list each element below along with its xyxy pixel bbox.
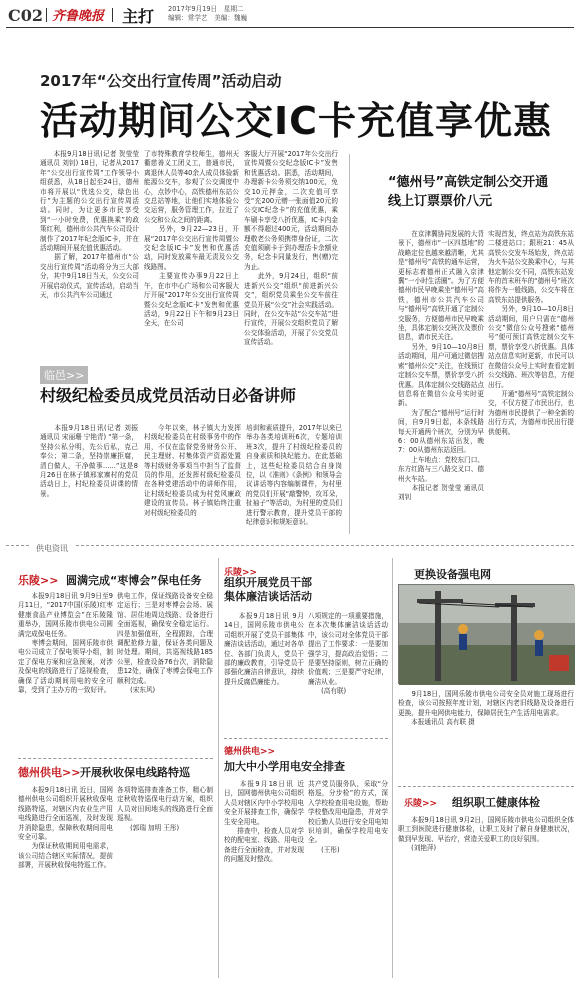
gaotie-column-2: 实现首发，终点站为高铁东站二楼进站口；跟班21：45从高铁公交发车场始发，终点站为火车站公交换乘中心，与其他定制公交不同，高铁东站发车的首末班车的“德州号”班次将作为一般线路，公交车将在高铁东站提供服务。 另外，9月10—10月8日活动期间，用户只需在“德州公交”微信公众号搜索“德州号”便可预订高铁定制公交车票，票价享受八折优惠。具体站点信息实时更新，市民可以在微信公众号上实时查看定制公交线路、班次等信息，方便出行。 开通“德州号”高铁定制公交，不仅方便了市民出行，也为德州市民提供了一种全新的出行方式，为德州市民出行提供便利。: [488, 230, 574, 436]
section-name: 主打: [122, 7, 155, 26]
linqu-column-1: 本报9月18日讯(记者 刘振 通讯员 宋丽珊 宁艳青) “第一条，坚持公私分明，先公后私，克己奉公；第二条，坚持崇廉拒腐，清白做人，干净做事……”这是8月26日在林子镇邢家寨村的党员活动日上，村纪检委员讲课的情景。: [40, 424, 141, 498]
gaotie-column-1: 在京津冀协同发展的大背景下，德州市“一区四基地”的战略定位也越来越清晰，尤其是“德州号”高铁的通车运营，更标志着德州正式融入京津冀“一小时生活圈”。为了方便德州市民早晚乘坐“德州号”高铁，德州市公共汽车公司与“德州号”高铁开通了定制公交服务，方便德州市民早晚乘坐，具体定制公交班次及票价信息，请市民关注。 另外，9月10—10月8日活动期间，用户可通过微信搜索“德州公交”关注，在线预订定制公交车票，票价享受八折优惠。具体定制公交线路站点信息将在微信公众号实时更新。 为了配合“德州号”运行时间，自9月9日起，本条线路每天开通两个班次，分别为早6：00从德州东站出发，晚7：00从德州东站返回。 上车地点：党校东门口、东方红路与三八路交叉口、德州火车站。 本报记者 贺莹莹 通讯员 刘钊: [398, 230, 484, 502]
box-rule: [18, 758, 213, 759]
a2-headline: 组织开展党员干部 集体廉洁谈话活动: [224, 576, 312, 603]
a3-headline: 开展秋收保电线路特巡: [80, 766, 190, 779]
column-divider: [218, 558, 219, 978]
page-code: C02: [8, 6, 43, 25]
a2-tag: 乐陵>>: [224, 568, 258, 578]
linqu-headline: 村级纪检委员成党员活动日必备讲师: [40, 386, 297, 405]
a1-column-2: 供电工作，保证线路设备安全稳定运行；三是对枣博会会场、展馆、居住地周边线路、设备进行全面巡视，确保安全稳定运行。四是加强值班，全程跟踪，合理调配抢修力量，保证各类问题及时处理。期间，共巡视线路185公里，检查设备76台次，消除隐患12处，确保了枣博会保电工作顺利完成。 (宋东风): [117, 592, 213, 695]
box-rule: [398, 786, 574, 787]
supply-label: 供电资讯: [30, 543, 74, 554]
linqu-column-3: 培训和素质提升，2017年以来已举办各类培训班6次，专题培训班3次，提升了村级纪检委员的自身素质和执纪能力。在此基础上，这些纪检委员结合自身岗位，以《准则》《条例》和领导会议讲话等内容编制课件，为村里的党员们开展“敲警钟，攻耳朵，扯袖子”等活动，为村里的党员们进行警示教育，提升党员干部的纪律意识和规矩意识。: [246, 424, 342, 527]
lead-headline: 活动期间公交IC卡充值享优惠: [40, 99, 553, 143]
lead-column-2: 了市特殊教育学校师生，德州天衢慈善义工团义工，普通市民，离退休人员等40余人成员体验新能源公交车，参观了公交调度中心，点钞中心，高铁德州东站公交总站等地，让他们实地体验公交运营，服务管理工作，拉近了公交和公众之间的距离。 另外，9月22—23日，开展“2017年公交出行宣传周暨公交纪念版IC卡”发售和优惠活动，同时发放乘车最无责及公交线路图。 主要宣传办事9月22日上午，在市中心广场和公司客服大厅开展“2017年公交出行宣传周暨公交纪念版IC卡”发售和优惠活动，9月22日下午和9月23日全天，在公司: [144, 150, 239, 328]
divider: [46, 8, 47, 22]
a4-column-1: 本报9月18日讯 近日，国网德州供电公司组织人员对辖区内中小学校用电安全开展排查工作，确保学生安全用电。 排查中，检查人员对学校的配电室、线路、用电设备进行全面检查，并对发现的问题及时整改。: [224, 780, 304, 864]
a3-column-1: 本报9月18日讯 近日，国网德州供电公司组织开展秋收保电线路特巡，对辖区内农业生产用电线路进行全面巡视，及时发现并消除隐患，保障秋收期间用电安全可靠。 为保证秋收期间用电需求，该公司结合辖区实际情况，提前部署，开展秋收保电特巡工作。: [18, 786, 113, 870]
a5-caption: 9月18日，国网乐陵市供电公司安全员对施工现场进行检查，该公司按照年度计划，对辖区内老旧线路及设备进行更换，提升电网供电能力，保障居民生产生活用电需求。 本报通讯员 高有联 摄: [398, 690, 574, 727]
gaotie-headline: “德州号”高铁定制公交开通 线上订票票价八元: [388, 175, 549, 209]
section-rule: [6, 545, 574, 546]
header-rule: [6, 27, 574, 28]
lead-column-1: 本报9月18日讯(记者 贺莹莹 通讯员 刘钊) 18日，记者从2017年“公交出行宣传周”工作领导小组获悉，从18日起至24日，德州市将开展以“优选公交，绿色出行”为主题的公交出行宣传周活动。同时，为让更多市民享受到“一小时免费，优惠换乘”的政策红利，德州市公共汽车公司设计制作了2017年纪念版IC卡，并在活动期间开展充值优惠活动。 据了解，2017年德州市“公交出行宣传周”活动将分为三大部分，其中9月18日当天，公交公司开展启动仪式，宣传活动，启动当天，市公共汽车公司通过: [40, 150, 139, 300]
a2-column-2: 八项规定的一项重要措施，在本次集体廉洁谈话活动中，该公司对全体党员干部提出了工作要求：一是要加强学习，提高政治觉悟；二是要坚持原则，树立正确的价值观；三是要严守纪律，廉洁从业。 (高有联): [308, 612, 388, 696]
a5-headline: 更换设备强电网: [414, 568, 491, 581]
a6-headline: 组织职工健康体检: [452, 796, 540, 809]
box-rule: [224, 738, 388, 739]
a1-headline: 圆满完成“枣博会”保电任务: [66, 574, 202, 587]
a3-column-2: 各项特巡排查准备工作，精心制定秋收特巡保电行动方案，组织人员对田间地头的线路进行全面巡视。 (郭瑞 加明 王彤): [117, 786, 213, 832]
a3-tag: 德州供电>>: [18, 766, 81, 779]
divider: [112, 8, 113, 22]
power-line-photo: [398, 584, 574, 684]
linqu-column-2: 今年以来，林子镇大力发挥村级纪检委员在村级事务中的作用，不仅在监督党务财务公开、民主理财、村集体资产资源处置等村级财务事项当中担当了监督员的作用，还发挥村级纪检委员在各种党建活动中的讲师作用，让村级纪检委员成为村党风廉政建设的宣传员。林子镇始终注重对村级纪检委员的: [144, 424, 241, 517]
column-divider: [392, 558, 393, 978]
issue-date: 2017年9月19日 星期二: [168, 5, 244, 13]
power-line-photo-illustration: [399, 585, 575, 685]
a1-tag: 乐陵>>: [18, 574, 59, 587]
a6-tag: 乐陵>>: [404, 799, 438, 809]
a2-column-1: 本报9月18日讯 9月14日，国网乐陵市供电公司组织开展了党员干部集体廉洁谈话活动，通过对各单位、各部门负责人，党员干部的廉政教育，引导党员干部强化廉洁自律意识，持续提升反腐倡廉能力。: [224, 612, 304, 686]
lead-kicker: 2017年“公交出行宣传周”活动启动: [40, 72, 282, 90]
a1-column-1: 本报9月18日讯 9月9日至9月11日，“2017中国(乐陵)红枣健康食品产业博览会”在乐陵隆重举办，国网乐陵市供电公司圆满完成保电任务。 枣博会期间，国网乐陵市供电公司成立了保电领导小组，制定了保电方案和应急预案，对涉及保电的线路进行了巡视检查，确保了活动期间用电的安全可靠，受到了主办方的一致好评。: [18, 592, 113, 695]
a6-body: 本报9月18日讯 9月2日，国网乐陵市供电公司组织全体职工到医院进行健康体检，让职工及时了解自身健康状况，做到早发现、早治疗，营造关爱职工的良好氛围。 (刘艳萍): [398, 816, 574, 853]
a4-column-2: 共产党员服务队，采取“分格巡，分步检”的方式，深入学校检查用电设施，帮助学校整改用电隐患，并对学校后勤人员进行安全用电知识培训，确保学校用电安全。 (王彤): [308, 780, 388, 854]
page-header: [0, 0, 580, 44]
lead-column-3: 客服大厅开展“2017年公交出行宣传周暨公交纪念版IC卡”发售和优惠活动。据悉，活动期间，办理新卡公务须交纳100元，免交10元押金，二次充值可享受“充200元赠一张面值20元的公交IC纪念卡”的充值优惠，乘车刷卡享受八折优惠，IC卡内金额不得超过400元，活动期间办理敬老公务须携带身份证，二次充值须刷卡于到办理活卡余额业务，纪念卡同量发行，售(赠)完为止。 此外，9月24日，组织“前进新兴公交”组织“前进新兴公交”，组织党员乘坐公交车前往党员开展“公交”社会实践活动。同时，在公交车站“公交车站”进行宣传，开展公交组织党员了解公交体验活动，开展了公交党员宣传活动。: [244, 150, 338, 347]
a4-headline: 加大中小学用电安全排查: [224, 760, 345, 773]
column-divider: [349, 154, 350, 534]
a4-tag: 德州供电>>: [224, 747, 276, 757]
editors: 编辑：常学艺 美编：魏巍: [168, 14, 248, 22]
linqu-tag: 临邑>>: [40, 366, 88, 384]
paper-logo: 齐鲁晚报: [52, 9, 105, 24]
